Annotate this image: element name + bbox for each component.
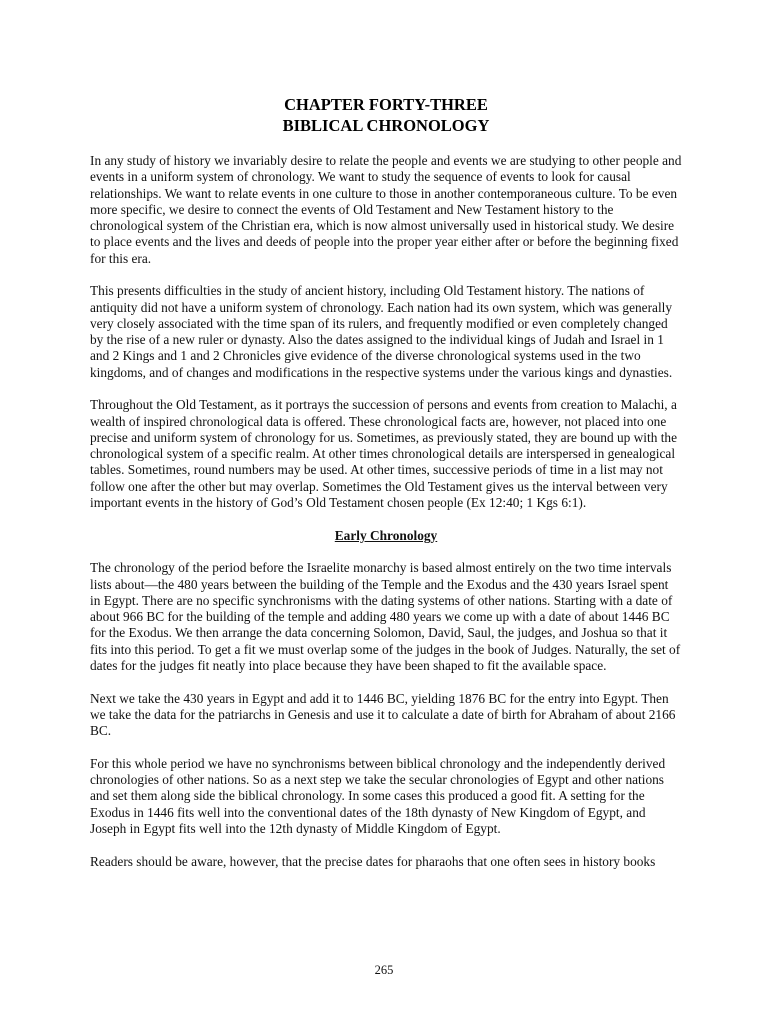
section-paragraph-1: The chronology of the period before the Israelite monarchy is based almost entirely on the two time intervals lists about—the 480 years between the building of the Temple and the Exodus and the 430 years Israel spent in Egypt. There are no specific synchronisms with the dating systems of other nations. Starting with a date of about 966 BC for the building of the temple and adding 480 years we come up with a date of about 1446 BC for the Exodus. We then arrange the data concerning Solomon, David, Saul, the judges, and Joshua so that it fits into this period. To get a fit we must overlap some of the judges in the book of Judges. Naturally, the set of dates for the judges fit neatly into place because they have been shaped to fit the available space. [90, 560, 681, 673]
chapter-title: BIBLICAL CHRONOLOGY [282, 116, 490, 135]
section-paragraph-4: Readers should be aware, however, that the precise dates for pharaohs that one often sees in history books [90, 853, 656, 869]
document-page [90, 94, 682, 886]
intro-paragraph-2: This presents difficulties in the study of ancient history, including Old Testament history. The nations of antiquity did not have a uniform system of chronology. Each nation had its own system, which was generally very closely associated with the time span of its rulers, and frequently modified or even completely changed by the rise of a new ruler or dynasty. Also the dates assigned to the individual kings of Judah and Israel in 1 and 2 Kings and 1 and 2 Chronicles give evidence of the diverse chronological systems used in the two kingdoms, and of changes and modifications in the respective systems under the various kings and dynasties. [90, 283, 673, 380]
section-heading: Early Chronology [334, 527, 438, 543]
page-number: 265 [374, 963, 394, 977]
chapter-number: CHAPTER FORTY-THREE [284, 95, 488, 114]
section-paragraph-3: For this whole period we have no synchronisms between biblical chronology and the independently derived chronologies of other nations. So as a next step we take the secular chronologies of Egypt and other nations and set them along side the biblical chronology. In some cases this produced a good fit. A setting for the Exodus in 1446 fits well into the conventional dates of the 18th dynasty of New Kingdom of Egypt, and Joseph in Egypt fits well into the 12th dynasty of Middle Kingdom of Egypt. [90, 755, 666, 836]
section-paragraph-2: Next we take the 430 years in Egypt and add it to 1446 BC, yielding 1876 BC for the entry into Egypt. Then we take the data for the patriarchs in Genesis and use it to calculate a date of birth for Abraham of about 2166 BC. [90, 690, 676, 738]
intro-paragraph-1: In any study of history we invariably desire to relate the people and events we are studying to other people and events in a uniform system of chronology. We want to study the sequence of events to look for causal relationships. We want to relate events in one culture to those in another contemporaneous culture. To be even more specific, we desire to connect the events of Old Testament and New Testament history to the chronological system of the Christian era, which is now almost universally used in historical study. We desire to place events and the lives and deeds of people into the proper year either after or before the beginning fixed for this era. [90, 153, 682, 266]
intro-paragraph-3: Throughout the Old Testament, as it portrays the succession of persons and events from creation to Malachi, a wealth of inspired chronological data is offered. These chronological facts are, however, not placed into one precise and uniform system of chronology for us. Sometimes, as previously stated, they are bound up with the chronological system of a specific realm. At other times chronological details are interspersed in genealogical tables. Sometimes, round numbers may be used. At other times, successive periods of time in a list may not follow one after the other but may overlap. Sometimes the Old Testament gives us the interval between very important events in the history of God’s Old Testament chosen people (Ex 12:40; 1 Kgs 6:1). [90, 397, 678, 510]
chapter-heading [90, 94, 682, 136]
